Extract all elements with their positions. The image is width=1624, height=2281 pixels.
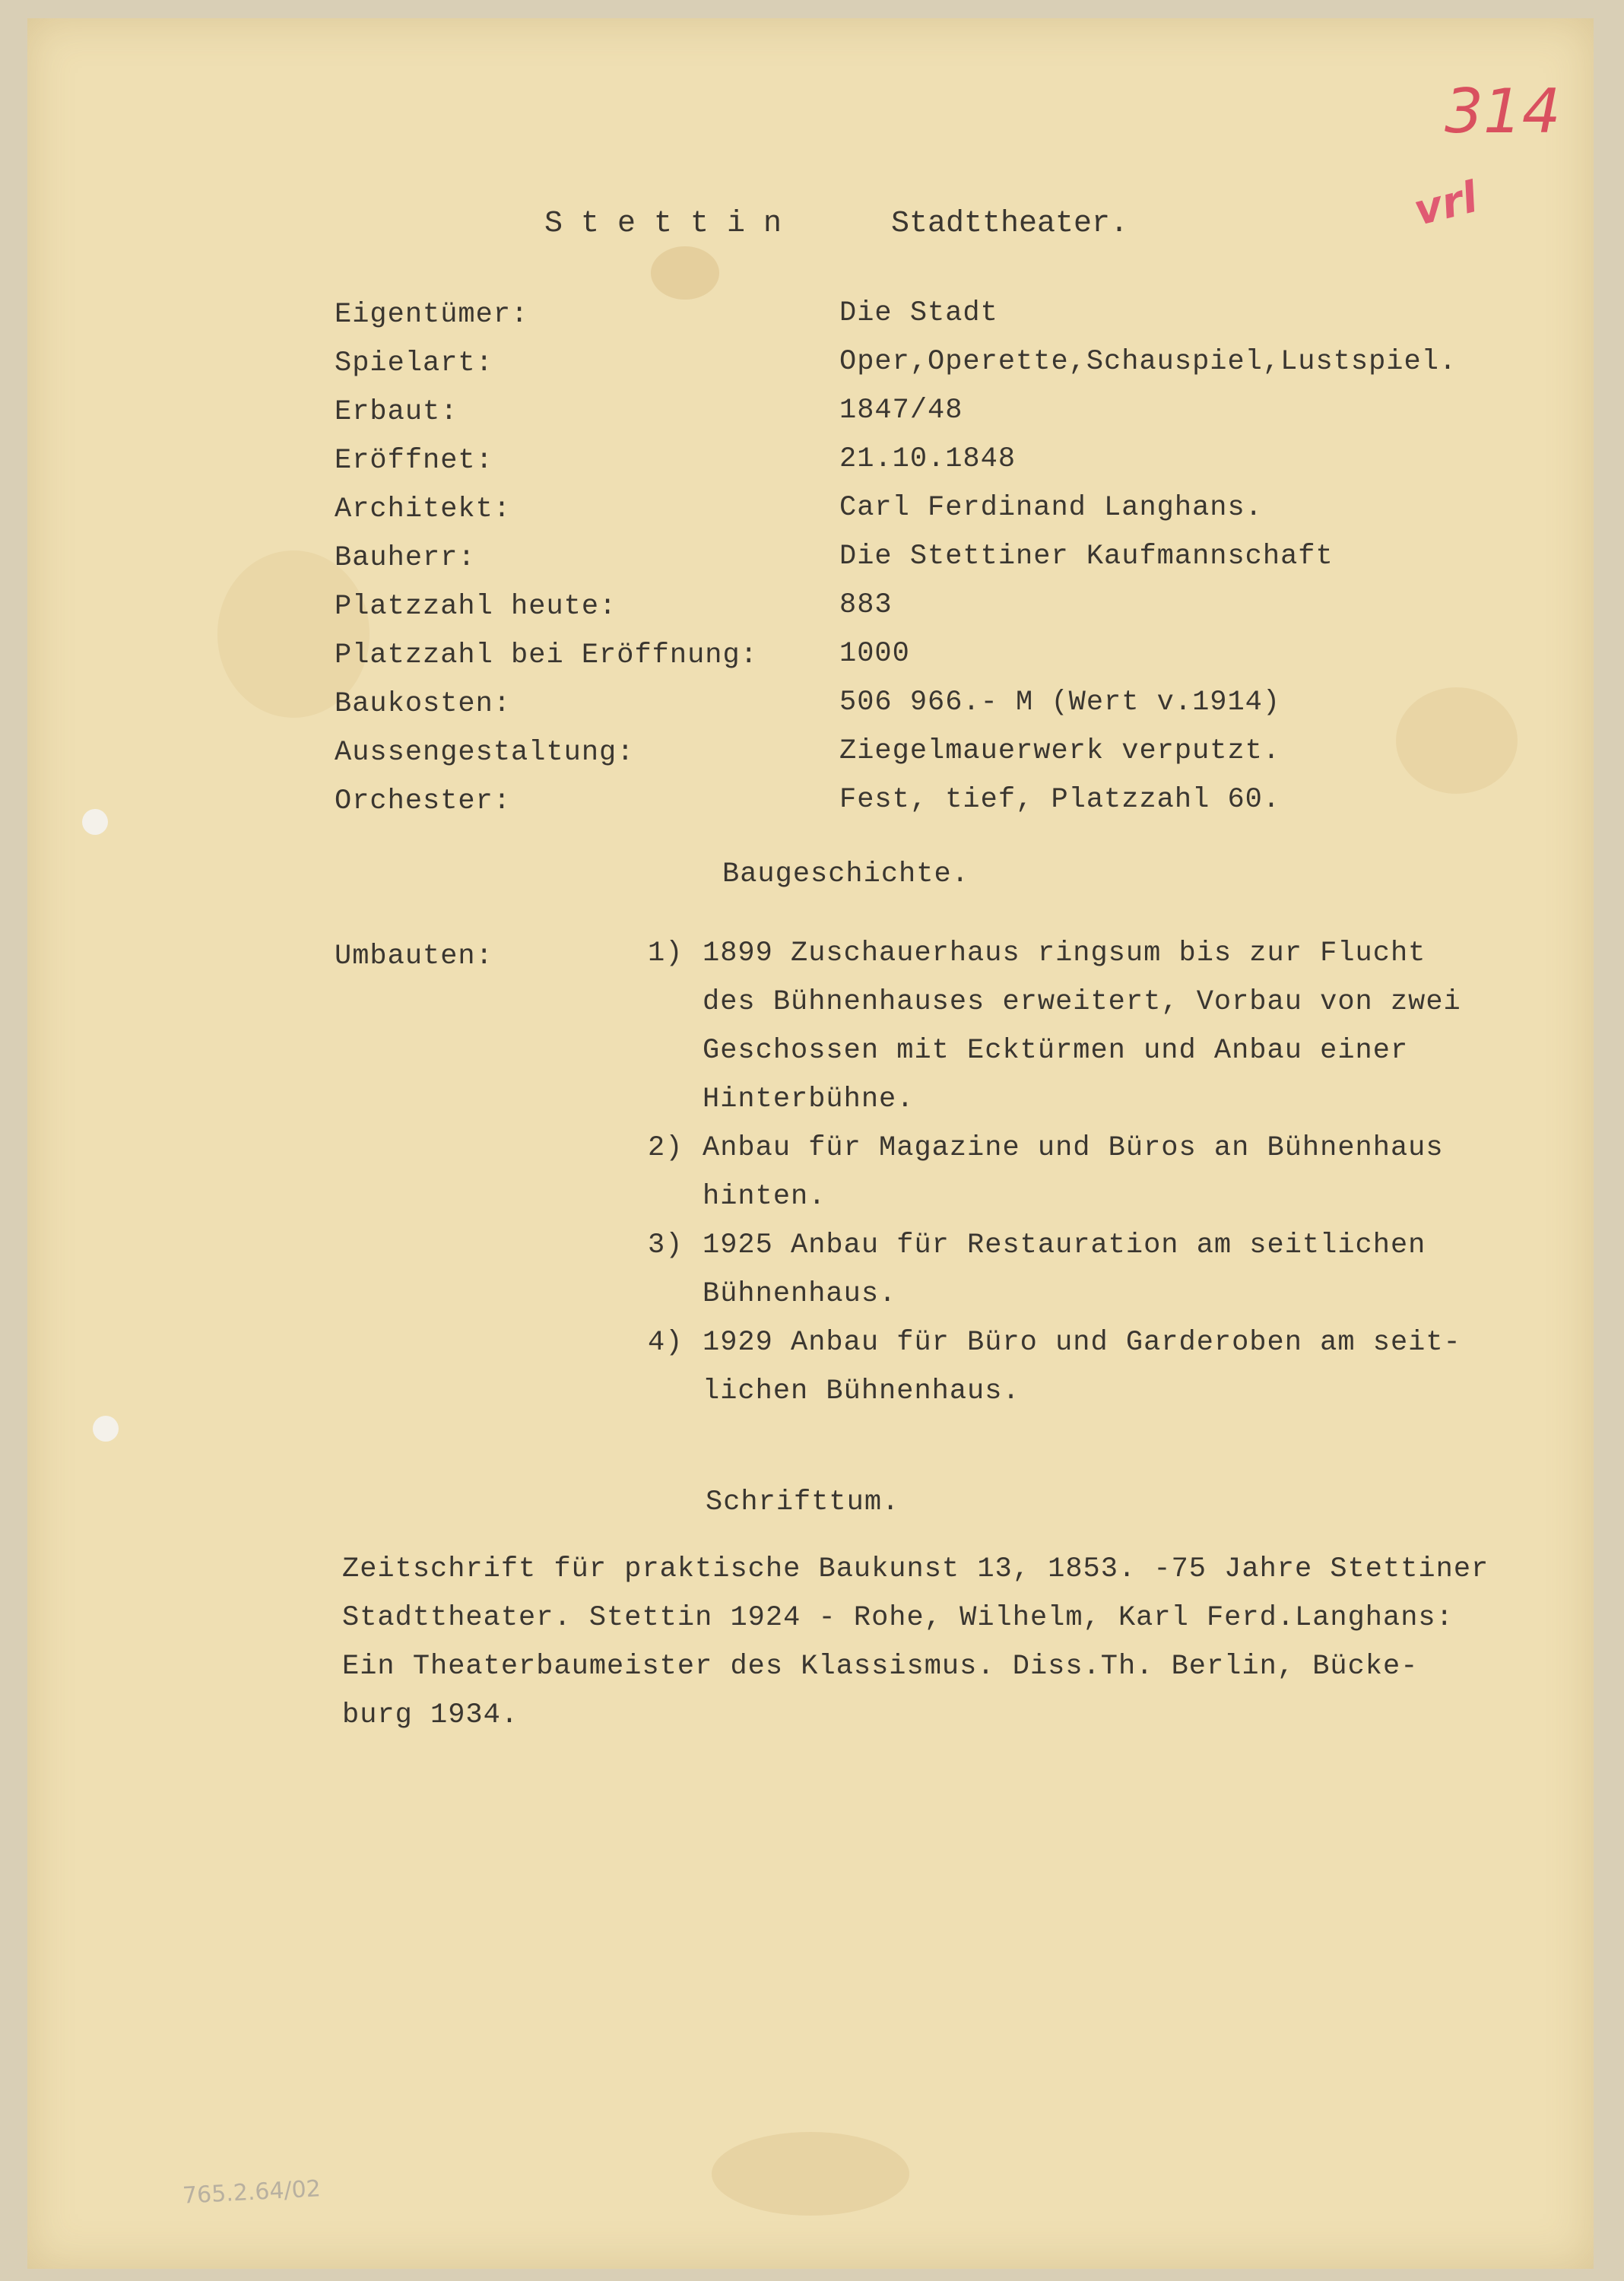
fact-value: 1847/48 [839, 395, 963, 427]
punch-hole [93, 1416, 119, 1442]
literature-line: Zeitschrift für praktische Baukunst 13, 1853. -75 Jahre Stettiner [342, 1553, 1489, 1585]
list-item-number: 1) [648, 937, 684, 969]
schrifttum-heading: Schrifttum. [706, 1486, 900, 1518]
fact-label: Orchester: [335, 785, 512, 817]
list-item-line: des Bühnenhauses erweitert, Vorbau von zwei [703, 986, 1461, 1018]
list-item-line: Bühnenhaus. [703, 1278, 897, 1310]
list-item-line: 1929 Anbau für Büro und Garderoben am seit- [703, 1327, 1461, 1359]
list-item-line: hinten. [703, 1181, 826, 1213]
fact-value: Carl Ferdinand Langhans. [839, 492, 1263, 524]
fact-value: 1000 [839, 638, 910, 670]
literature-line: burg 1934. [342, 1699, 519, 1731]
fact-label: Baukosten: [335, 688, 512, 720]
fact-value: 506 966.- M (Wert v.1914) [839, 687, 1281, 719]
list-item-line: Geschossen mit Ecktürmen und Anbau einer [703, 1035, 1409, 1067]
fact-value: Ziegelmauerwerk verputzt. [839, 735, 1281, 767]
umbauten-label: Umbauten: [335, 941, 493, 972]
literature-line: Stadttheater. Stettin 1924 - Rohe, Wilhelm, Karl Ferd.Langhans: [342, 1602, 1454, 1634]
list-item-number: 4) [648, 1327, 684, 1359]
fact-label: Erbaut: [335, 396, 458, 428]
title-city: S t e t t i n [544, 207, 782, 241]
fact-value: Oper,Operette,Schauspiel,Lustspiel. [839, 346, 1457, 378]
page-number-annotation: 314 [1445, 76, 1561, 147]
fact-label: Spielart: [335, 347, 493, 379]
fact-label: Bauherr: [335, 542, 476, 574]
baugeschichte-heading: Baugeschichte. [722, 858, 969, 890]
fact-value: 21.10.1848 [839, 443, 1017, 475]
fact-value: 883 [839, 589, 893, 621]
list-item-number: 3) [648, 1229, 684, 1261]
initials-annotation: vrl [1409, 172, 1483, 236]
list-item-line: 1899 Zuschauerhaus ringsum bis zur Flucht [703, 937, 1426, 969]
list-item-line: 1925 Anbau für Restauration am seitlichen [703, 1229, 1426, 1261]
archive-mark: 765.2.64/02 [182, 2175, 322, 2210]
paper-stain [651, 246, 719, 300]
list-item-line: Hinterbühne. [703, 1083, 915, 1115]
fact-label: Platzzahl bei Eröffnung: [335, 639, 758, 671]
list-item-line: Anbau für Magazine und Büros an Bühnenhaus [703, 1132, 1444, 1164]
paper-stain [1396, 687, 1518, 794]
fact-value: Die Stadt [839, 297, 998, 329]
fact-label: Platzzahl heute: [335, 591, 617, 623]
fact-label: Eröffnet: [335, 445, 493, 477]
fact-label: Architekt: [335, 493, 512, 525]
fact-value: Fest, tief, Platzzahl 60. [839, 784, 1281, 816]
paper-stain [712, 2132, 909, 2216]
fact-label: Aussengestaltung: [335, 737, 635, 769]
fact-value: Die Stettiner Kaufmannschaft [839, 541, 1334, 573]
list-item-number: 2) [648, 1132, 684, 1164]
punch-hole [82, 809, 108, 835]
list-item-line: lichen Bühnenhaus. [703, 1375, 1020, 1407]
title-theater: Stadttheater. [891, 207, 1129, 241]
literature-line: Ein Theaterbaumeister des Klassismus. Diss.Th. Berlin, Bücke- [342, 1651, 1419, 1683]
fact-label: Eigentümer: [335, 299, 529, 331]
